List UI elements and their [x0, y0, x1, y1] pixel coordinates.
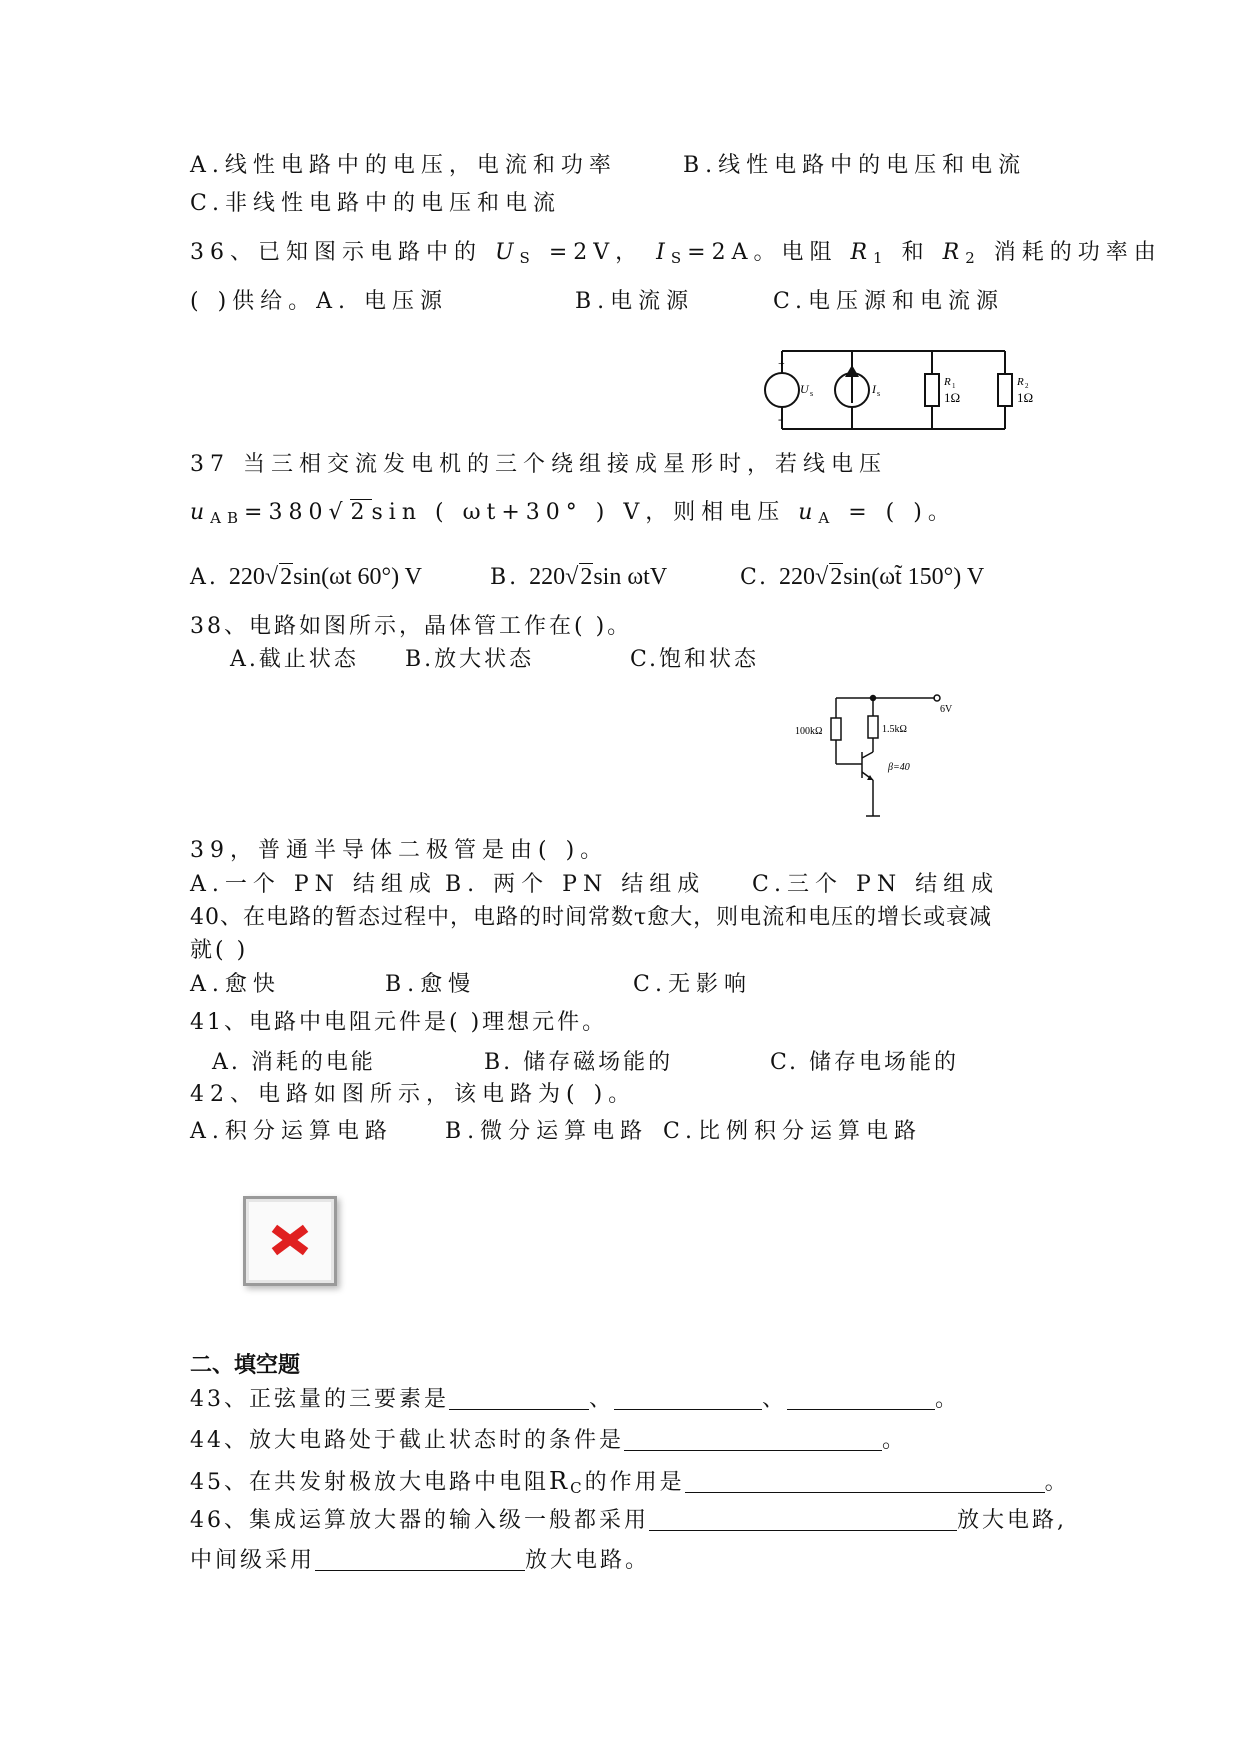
plus-label: + [778, 356, 785, 370]
q40-line1: 40、在电路的暂态过程中，电路的时间常数τ愈大，则电流和电压的增长或衰减 [190, 905, 993, 930]
q35-option-b: B.线性电路中的电压和电流 [683, 153, 1027, 178]
q41-stem: 41、电路中电阻元件是( )理想元件。 [190, 1010, 608, 1035]
vcc-label: 6V [940, 704, 953, 715]
q35-option-a: A.线性电路中的电压，电流和功率 [190, 153, 617, 178]
minus-label: - [778, 412, 782, 426]
q43-line: 43、正弦量的三要素是 、 、 。 [190, 1387, 961, 1412]
sqrt-symbol: √2 [815, 564, 843, 590]
is-label-sub: s [877, 389, 881, 398]
rc-label: 1.5kΩ [882, 724, 907, 735]
r1-value: 1Ω [944, 390, 961, 405]
q36-option-b: B.电流源 [575, 289, 695, 314]
q36-stem: 36、已知图示电路中的 $U_S =2V$， $I_S=2A$。电阻 $R_1$ 和 $R_2$ 消耗的功率由 [190, 240, 1162, 267]
answer-blank[interactable] [449, 1387, 589, 1410]
q42-option-c: C.比例积分运算电路 [663, 1119, 923, 1144]
q38-stem: 38、电路如图所示，晶体管工作在( )。 [190, 614, 633, 639]
voltage-source-symbol [765, 373, 799, 407]
q37-line1: 37 当三相交流发电机的三个绕组接成星形时，若线电压 [190, 452, 887, 477]
sqrt-symbol: √2 [565, 564, 593, 590]
q38-option-b: B.放大状态 [405, 647, 535, 672]
q38-option-c: C.饱和状态 [630, 647, 760, 672]
q40-option-c: C.无影响 [633, 972, 753, 997]
q41-option-c: C. 储存电场能的 [770, 1050, 960, 1075]
broken-image-icon [243, 1196, 337, 1286]
q45-line: 45、在共发射极放大电路中电阻$R_C$的作用是 。 [190, 1467, 1070, 1497]
q39-option-a: A.一个 PN 结组成 [190, 872, 437, 897]
q42-stem: 42、电路如图所示，该电路为( )。 [190, 1082, 637, 1107]
q37-option-b: B. 220√2sin ωtV [490, 564, 668, 590]
arrow-up-icon [845, 365, 859, 377]
q41-option-a: A. 消耗的电能 [212, 1050, 376, 1075]
q37-line2: $u_{AB}=380√2\sin$ ( ωt+30° ) V，则相电压 $u_A$ = ( )。 [190, 500, 956, 527]
rb-resistor [831, 718, 841, 740]
q46-line1: 46、集成运算放大器的输入级一般都采用 放大电路, [190, 1508, 1067, 1533]
beta-label: β=40 [888, 762, 910, 773]
q36-option-c: C.电压源和电流源 [773, 289, 1005, 314]
r2-resistor [998, 374, 1012, 406]
q40-option-a: A.愈快 [190, 972, 281, 997]
rc-resistor [868, 716, 878, 738]
q39-stem: 39，普通半导体二极管是由( )。 [190, 838, 609, 863]
q42-option-b: B.微分运算电路 [445, 1119, 649, 1144]
answer-blank[interactable] [685, 1470, 1045, 1493]
q35-option-c: C.非线性电路中的电压和电流 [190, 191, 562, 216]
r1-label: R [944, 376, 951, 388]
sqrt-symbol: √2 [264, 564, 293, 590]
q37-option-a: A. 220√2sin(ωt 60°) V [190, 564, 423, 590]
us-label-sub: s [810, 389, 814, 398]
q36-circuit-figure [760, 345, 1050, 435]
q38-transistor-figure [790, 690, 965, 825]
is-label: I [872, 382, 876, 396]
r1-resistor [925, 374, 939, 406]
r2-value: 1Ω [1017, 390, 1034, 405]
q39-option-c: C.三个 PN 结组成 [752, 872, 1000, 897]
answer-blank[interactable] [787, 1387, 935, 1410]
q42-option-a: A.积分运算电路 [190, 1119, 393, 1144]
q44-line: 44、放大电路处于截止状态时的条件是 。 [190, 1428, 908, 1453]
q40-line2: 就( ) [190, 938, 249, 963]
us-label: U [800, 382, 809, 396]
answer-blank[interactable] [315, 1548, 525, 1571]
q39-option-b: B. 两个 PN 结组成 [445, 872, 706, 897]
q37-option-c: C. 220√2sin(ωt̃ 150°) V [740, 564, 985, 590]
q41-option-b: B. 储存磁场能的 [484, 1050, 674, 1075]
r1-label-sub: 1 [952, 382, 956, 390]
r2-label: R [1017, 376, 1024, 388]
section-heading: 二、填空题 [190, 1353, 301, 1378]
sqrt-symbol: √2 [328, 500, 371, 525]
answer-blank[interactable] [624, 1428, 882, 1451]
q36-line2: ( )供给。A. 电压源 [190, 289, 449, 314]
q46-line2: 中间级采用 放大电路。 [190, 1548, 651, 1573]
answer-blank[interactable] [649, 1508, 957, 1531]
r2-label-sub: 2 [1025, 382, 1029, 390]
q38-option-a: A.截止状态 [230, 647, 359, 672]
answer-blank[interactable] [614, 1387, 762, 1410]
rb-label: 100kΩ [795, 726, 823, 737]
q40-option-b: B.愈慢 [385, 972, 477, 997]
